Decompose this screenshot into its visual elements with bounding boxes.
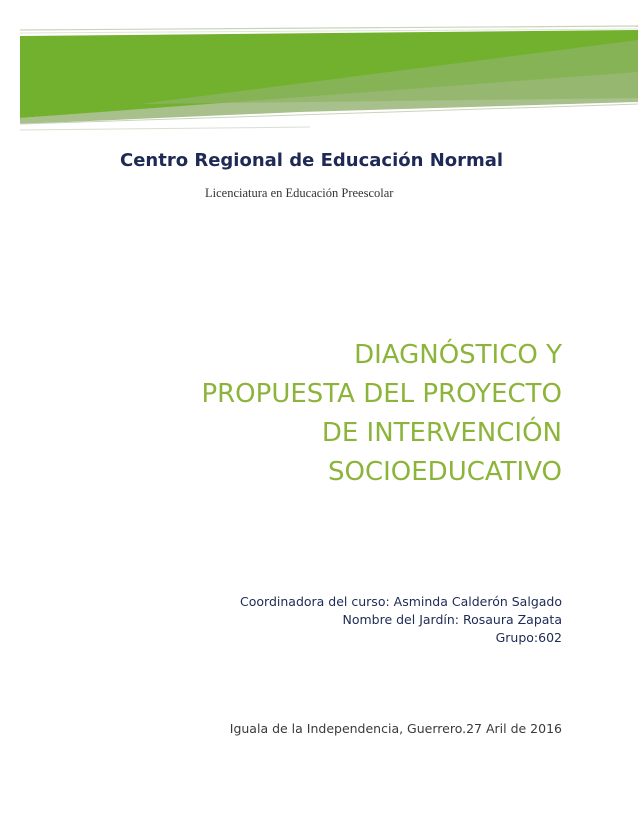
title-line-4: SOCIOEDUCATIVO <box>328 457 562 487</box>
title-line-2: PROPUESTA DEL PROYECTO <box>201 379 562 409</box>
program-name: Licenciatura en Educación Preescolar <box>205 186 394 200</box>
group-line: Grupo:602 <box>495 630 562 645</box>
title-line-1: DIAGNÓSTICO Y <box>354 340 562 370</box>
header-banner <box>0 0 638 140</box>
place-date: Iguala de la Independencia, Guerrero.27 Aril de 2016 <box>229 721 562 736</box>
institution-name: Centro Regional de Educación Normal <box>120 150 504 171</box>
banner-bottom-line <box>20 127 310 130</box>
document-details <box>142 593 562 647</box>
coordinator-line: Coordinadora del curso: Asminda Calderón Salgado <box>240 594 562 609</box>
title-line-3: DE INTERVENCIÓN <box>321 418 562 448</box>
document-title <box>102 336 562 492</box>
kindergarten-line: Nombre del Jardín: Rosaura Zapata <box>342 612 562 627</box>
